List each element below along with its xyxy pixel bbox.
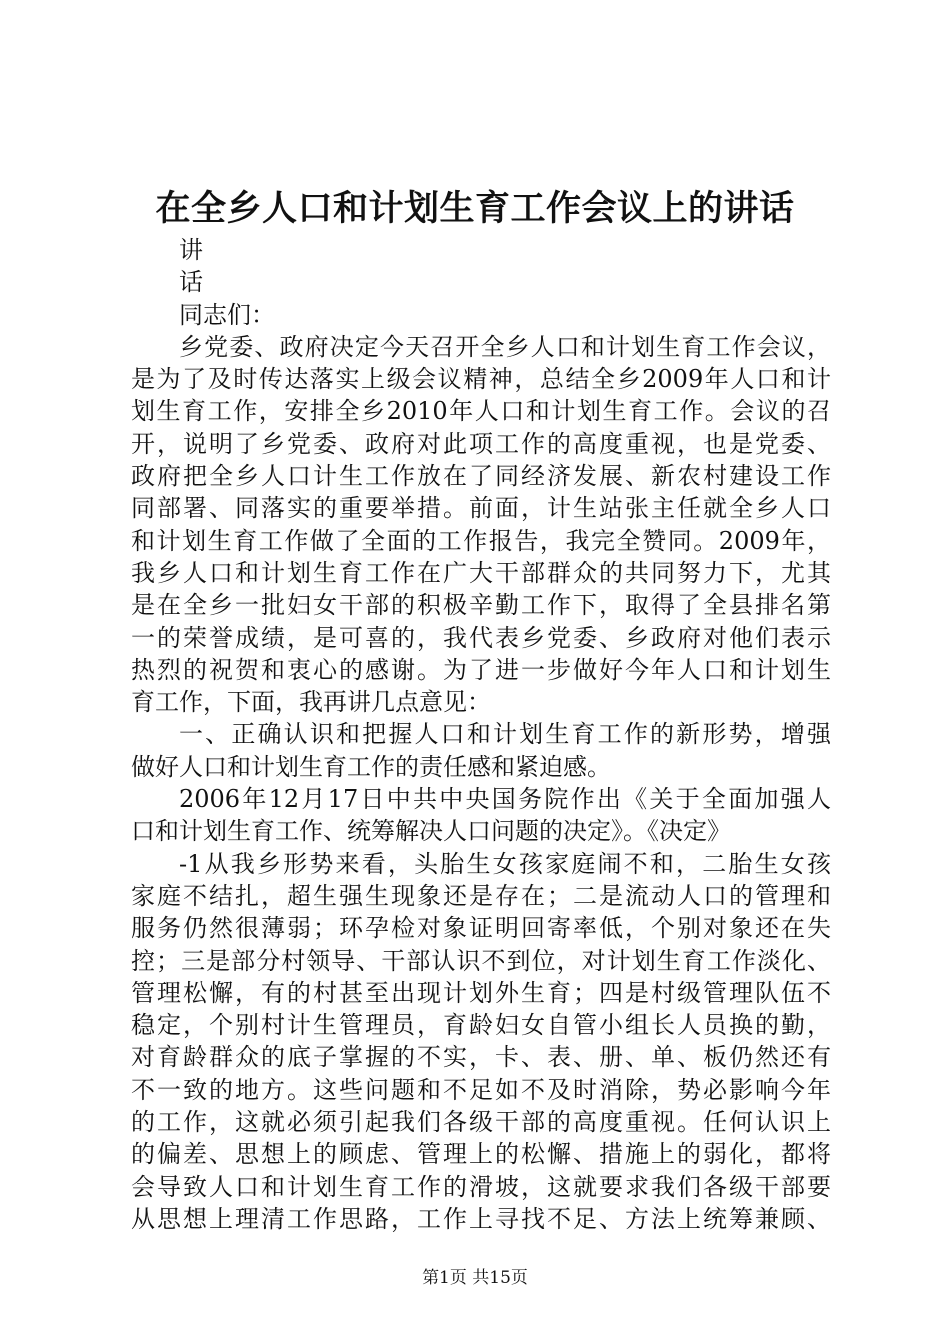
text-line: 我乡人口和计划生育工作在广大干部群众的共同努力下，尤其 <box>131 558 831 587</box>
text-line: 划生育工作，安排全乡2010年人口和计划生育工作。会议的召 <box>131 397 831 426</box>
text-line: 政府把全乡人口计生工作放在了同经济发展、新农村建设工作 <box>131 462 831 491</box>
text-line: 家庭不结扎，超生强生现象还是存在；二是流动人口的管理和 <box>131 881 831 910</box>
text-line: 服务仍然很薄弱；环孕检对象证明回寄率低，个别对象还在失 <box>131 914 831 943</box>
text-line: 是在全乡一批妇女干部的积极辛勤工作下，取得了全县排名第 <box>131 591 831 620</box>
section-heading: 一、正确认识和把握人口和计划生育工作的新形势，增强 <box>179 720 831 749</box>
document-body <box>131 234 831 1235</box>
text-line: 讲 <box>179 236 203 264</box>
text-line: 管理松懈，有的村甚至出现计划外生育；四是村级管理队伍不 <box>131 978 831 1007</box>
text-line: 控；三是部分村领导、干部认识不到位，对计划生育工作淡化、 <box>131 946 831 975</box>
text-line: 开，说明了乡党委、政府对此项工作的高度重视，也是党委、 <box>131 429 831 458</box>
section-heading: 做好人口和计划生育工作的责任感和紧迫感。 <box>131 752 611 781</box>
text-line: 从思想上理清工作思路，工作上寻找不足、方法上统筹兼顾、 <box>131 1204 831 1233</box>
salutation: 同志们： <box>179 300 275 329</box>
text-line: 热烈的祝贺和衷心的感谢。为了进一步做好今年人口和计划生 <box>131 655 831 684</box>
text-line: 同部署、同落实的重要举措。前面，计生站张主任就全乡人口 <box>131 494 831 523</box>
text-line: 和计划生育工作做了全面的工作报告，我完全赞同。2009年， <box>131 526 831 555</box>
text-line: 的工作，这就必须引起我们各级干部的高度重视。任何认识上 <box>131 1108 831 1137</box>
text-line: 是为了及时传达落实上级会议精神，总结全乡2009年人口和计 <box>131 365 831 394</box>
text-line: 2006年12月17日中共中央国务院作出《关于全面加强人 <box>179 785 831 814</box>
text-line: 一的荣誉成绩，是可喜的，我代表乡党委、乡政府对他们表示 <box>131 623 831 652</box>
text-line: 不一致的地方。这些问题和不足如不及时消除，势必影响今年 <box>131 1075 831 1104</box>
text-line: 会导致人口和计划生育工作的滑坡，这就要求我们各级干部要 <box>131 1172 831 1201</box>
text-line: 对育龄群众的底子掌握的不实，卡、表、册、单、板仍然还有 <box>131 1043 831 1072</box>
text-line: 育工作，下面，我再讲几点意见： <box>131 688 491 717</box>
document-title: 在全乡人口和计划生育工作会议上的讲话 <box>155 188 795 229</box>
text-line: 话 <box>179 268 203 297</box>
page-number-footer: 第1页 共15页 <box>422 1268 528 1288</box>
text-line: 的偏差、思想上的顾虑、管理上的松懈、措施上的弱化，都将 <box>131 1140 831 1169</box>
text-line: 稳定，个别村计生管理员，育龄妇女自管小组长人员换的勤， <box>131 1011 831 1040</box>
text-line: -1从我乡形势来看，头胎生女孩家庭闹不和，二胎生女孩 <box>179 849 831 878</box>
text-line: 口和计划生育工作、统筹解决人口问题的决定》。《决定》 <box>131 817 731 846</box>
text-line: 乡党委、政府决定今天召开全乡人口和计划生育工作会议， <box>179 332 831 361</box>
